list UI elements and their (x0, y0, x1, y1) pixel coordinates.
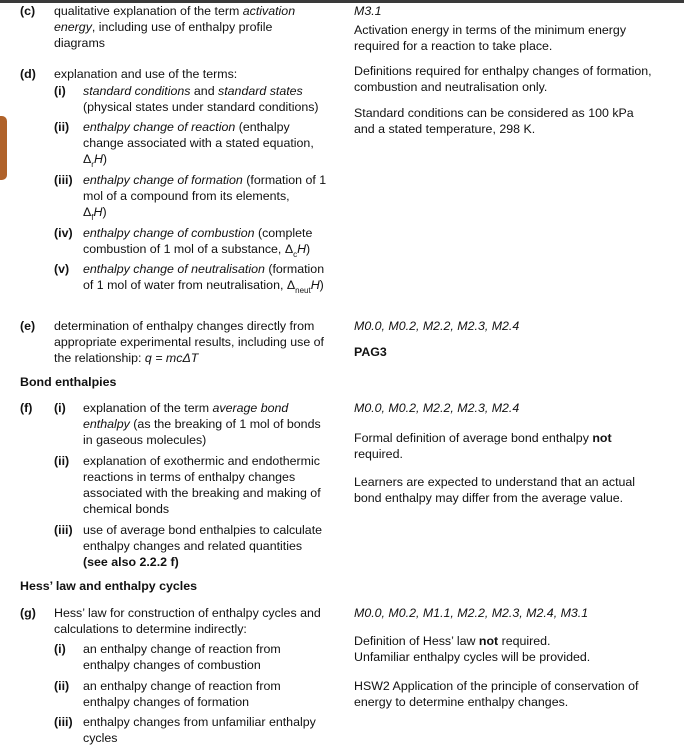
item-f-i-label: (i) (54, 401, 66, 415)
item-c-refs: M3.1 (354, 4, 382, 18)
item-f-iii-label: (iii) (54, 523, 73, 537)
item-d-i-label: (i) (54, 84, 66, 98)
item-f-i-text: explanation of the term average bond enthalpy (as the breaking of 1 mol of bonds in gaseous molecules) (83, 401, 321, 447)
item-g-ii-label: (ii) (54, 679, 70, 693)
item-g-iii-label: (iii) (54, 715, 73, 729)
item-e-pag: PAG3 (354, 345, 387, 359)
item-f-label: (f) (20, 401, 33, 415)
item-g-iii-text: enthalpy changes from unfamiliar enthalpy cycles (83, 715, 316, 745)
item-f-ii-text: explanation of exothermic and endothermic reactions in terms of enthalpy changes associated with the breaking and making of chemical bonds (83, 454, 321, 516)
item-c-label: (c) (20, 4, 36, 18)
item-c-text: qualitative explanation of the term activation energy, including use of enthalpy profile diagrams (54, 4, 296, 50)
item-g-i-text: an enthalpy change of reaction from enthalpy changes of combustion (83, 642, 281, 672)
item-d-iv-text: enthalpy change of combustion (complete combustion of 1 mol of a substance, $\Delta_cH$) (83, 226, 313, 259)
heading-hess-law: Hess’ law and enthalpy cycles (20, 579, 197, 593)
item-d-i-text: standard conditions and standard states (physical states under standard conditions) (83, 84, 319, 114)
item-d-note-definitions: Definitions required for enthalpy changes of formation, combustion and neutralisation only. (354, 64, 652, 94)
item-e-text: determination of enthalpy changes directly from appropriate experimental results, including use of the relationship: q = mcΔT (54, 319, 324, 365)
item-d-v-text: enthalpy change of neutralisation (formation of 1 mol of water from neutralisation, $\Delta_{neut}H$) (83, 262, 325, 295)
item-c-note: Activation energy in terms of the minimum energy required for a reaction to take place. (354, 23, 627, 53)
item-g-ii-text: an enthalpy change of reaction from enthalpy changes of formation (83, 679, 281, 709)
item-d-note-standard: Standard conditions can be considered as 100 kPa and a stated temperature, 298 K. (354, 106, 634, 136)
item-g-label: (g) (20, 606, 36, 620)
item-f-note-formal: Formal definition of average bond enthalpy not required. (354, 431, 612, 461)
item-f-ii-label: (ii) (54, 454, 70, 468)
item-f-note-learners: Learners are expected to understand that an actual bond enthalpy may differ from the average value. (354, 475, 636, 505)
item-d-iii-text: enthalpy change of formation (formation of 1 mol of a compound from its elements, $\Delta_fH$) (83, 173, 327, 222)
item-e-label: (e) (20, 319, 36, 333)
item-g-refs: M0.0, M0.2, M1.1, M2.2, M2.3, M2.4, M3.1 (354, 606, 589, 620)
item-d-ii-label: (ii) (54, 120, 70, 134)
item-g-text: Hess’ law for construction of enthalpy cycles and calculations to determine indirectly: (54, 606, 321, 636)
item-g-note-hsw: HSW2 Application of the principle of conservation of energy to determine enthalpy changes. (354, 679, 639, 709)
heading-bond-enthalpies: Bond enthalpies (20, 375, 117, 389)
item-f-refs: M0.0, M0.2, M2.2, M2.3, M2.4 (354, 401, 520, 415)
item-d-iv-label: (iv) (54, 226, 73, 240)
side-tab-marker (0, 116, 7, 180)
item-g-i-label: (i) (54, 642, 66, 656)
item-d-iii-label: (iii) (54, 173, 73, 187)
item-f-iii-text: use of average bond enthalpies to calculate enthalpy changes and related quantities (see also 2.2.2 f) (83, 523, 323, 569)
item-e-refs: M0.0, M0.2, M2.2, M2.3, M2.4 (354, 319, 520, 333)
item-g-note-definition: Definition of Hess’ law not required. Unfamiliar enthalpy cycles will be provided. (354, 634, 591, 664)
item-d-text: explanation and use of the terms: (54, 67, 238, 81)
item-d-v-label: (v) (54, 262, 70, 276)
item-d-label: (d) (20, 67, 36, 81)
item-d-ii-text: enthalpy change of reaction (enthalpy change associated with a stated equation, $\Delta_rH$) (83, 120, 314, 169)
